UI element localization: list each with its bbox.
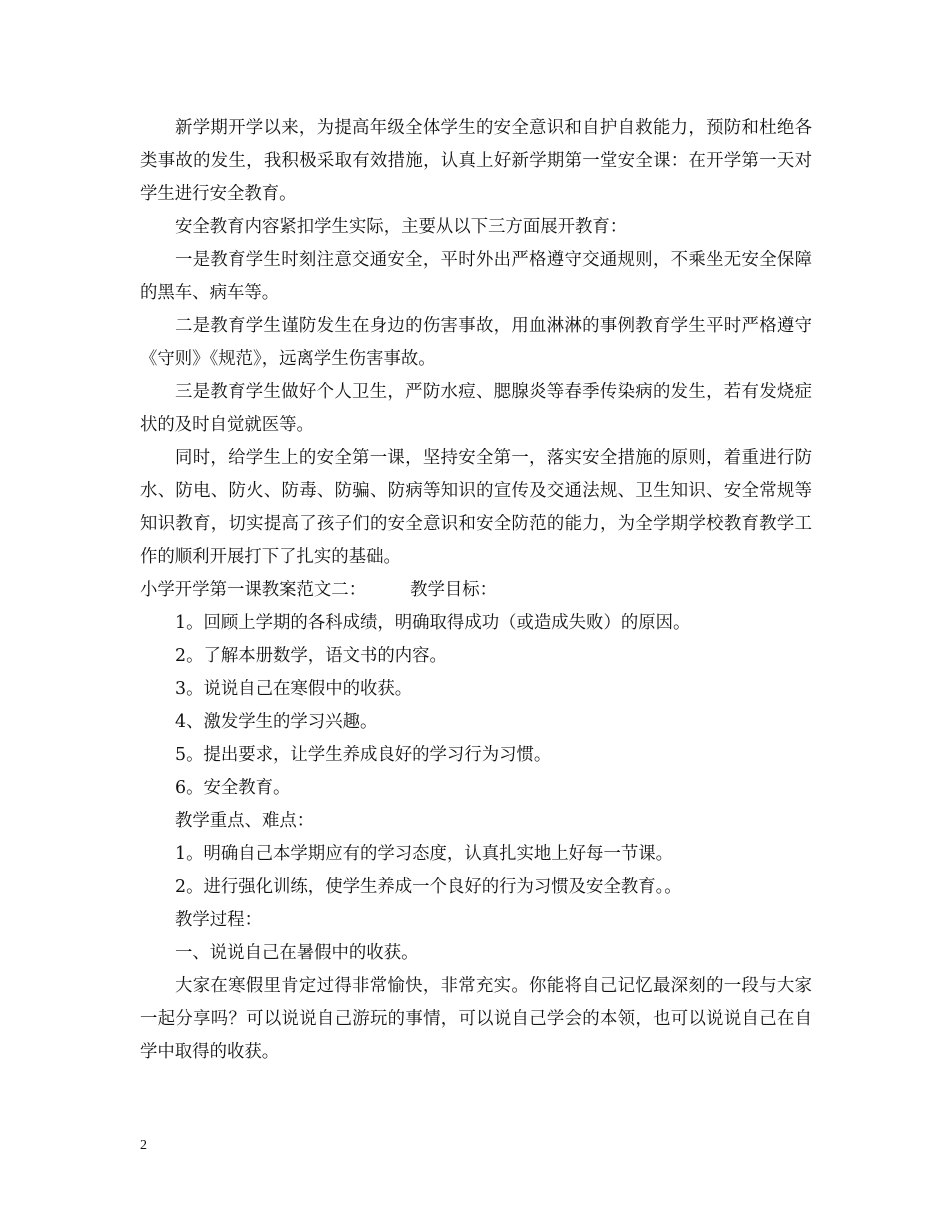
- document-body: [140, 112, 812, 1069]
- section-subtitle: 教学目标：: [410, 580, 498, 600]
- goal-item: 6。安全教育。: [175, 778, 291, 798]
- section-title: 小学开学第一课教案范文二：: [140, 580, 367, 600]
- paragraph-share: 大家在寒假里肯定过得非常愉快，非常充实。你能将自己记忆最深刻的一段与大家一起分享吗？可以说说自己游玩的事情，可以说自己学会的本领，也可以说说自己在自学中取得的收获。: [140, 976, 812, 1062]
- goal-item: 3。说说自己在寒假中的收获。: [175, 679, 413, 699]
- key-point-item: 2。进行强化训练，使学生养成一个良好的行为习惯及安全教育。。: [175, 877, 682, 897]
- paragraph-hygiene: 三是教育学生做好个人卫生，严防水痘、腮腺炎等春季传染病的发生，若有发烧症状的及时自觉就医等。: [140, 382, 812, 435]
- process-title: 教学过程：: [175, 910, 262, 930]
- key-point-item: 1。明确自己本学期应有的学习态度，认真扎实地上好每一节课。: [175, 844, 674, 864]
- key-points-title: 教学重点、难点：: [175, 811, 315, 831]
- paragraph-intro: 新学期开学以来，为提高年级全体学生的安全意识和自护自救能力，预防和杜绝各类事故的发生，我积极采取有效措施，认真上好新学期第一堂安全课：在开学第一天对学生进行安全教育。: [140, 118, 812, 204]
- goal-item: 2。了解本册数学，语文书的内容。: [175, 646, 447, 666]
- page-number: 2: [140, 1138, 147, 1153]
- paragraph-traffic-safety: 一是教育学生时刻注意交通安全，平时外出严格遵守交通规则，不乘坐无安全保障的黑车、病车等。: [140, 250, 812, 303]
- section-heading: [140, 574, 812, 607]
- process-step: 一、说说自己在暑假中的收获。: [175, 943, 419, 963]
- paragraph-overview: 安全教育内容紧扣学生实际，主要从以下三方面展开教育：: [175, 217, 628, 237]
- goal-item: 5。提出要求，让学生养成良好的学习行为习惯。: [175, 745, 552, 765]
- paragraph-summary: 同时，给学生上的安全第一课，坚持安全第一，落实安全措施的原则，着重进行防水、防电、防火、防毒、防骗、防病等知识的宣传及交通法规、卫生知识、安全常规等知识教育，切实提高了孩子们的安全意识和安全防范的能力，为全学期学校教育教学工作的顺利开展打下了扎实的基础。: [140, 448, 812, 567]
- paragraph-injury-prevention: 二是教育学生谨防发生在身边的伤害事故，用血淋淋的事例教育学生平时严格遵守《守则》《规范》，远离学生伤害事故。: [140, 316, 812, 369]
- goal-item: 4、激发学生的学习兴趣。: [175, 712, 378, 732]
- goal-item: 1。回顾上学期的各科成绩，明确取得成功（或造成失败）的原因。: [175, 613, 691, 633]
